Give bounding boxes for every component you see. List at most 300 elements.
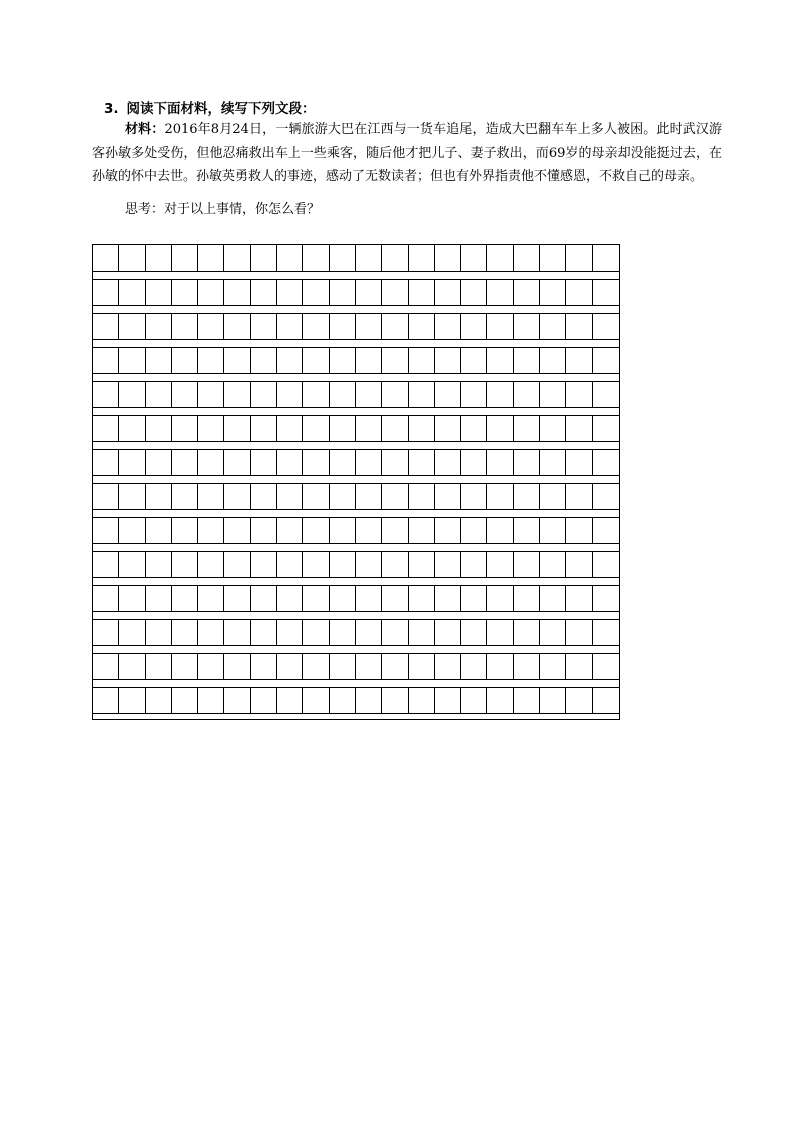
grid-cell[interactable] <box>514 313 540 340</box>
grid-cell[interactable] <box>224 551 250 578</box>
grid-cell[interactable] <box>303 483 329 510</box>
grid-cell[interactable] <box>409 687 435 714</box>
grid-cell[interactable] <box>356 619 382 646</box>
grid-cell[interactable] <box>461 381 487 408</box>
grid-cell[interactable] <box>382 687 408 714</box>
grid-cell[interactable] <box>487 279 513 306</box>
grid-cell[interactable] <box>487 619 513 646</box>
grid-cell[interactable] <box>198 279 224 306</box>
grid-cell[interactable] <box>330 381 356 408</box>
question-title <box>104 99 724 119</box>
grid-cell[interactable] <box>566 619 592 646</box>
grid-cell[interactable] <box>566 279 592 306</box>
grid-cell[interactable] <box>251 551 277 578</box>
grid-cell[interactable] <box>93 653 119 680</box>
grid-cell[interactable] <box>198 653 224 680</box>
grid-cell[interactable] <box>198 483 224 510</box>
grid-cell[interactable] <box>146 551 172 578</box>
grid-row <box>93 245 619 272</box>
grid-cell[interactable] <box>514 619 540 646</box>
grid-cell[interactable] <box>330 313 356 340</box>
grid-cell[interactable] <box>487 653 513 680</box>
grid-cell[interactable] <box>593 585 619 612</box>
grid-cell[interactable] <box>487 449 513 476</box>
grid-cell[interactable] <box>356 313 382 340</box>
grid-cell[interactable] <box>303 551 329 578</box>
grid-cell[interactable] <box>146 347 172 374</box>
grid-cell[interactable] <box>119 653 145 680</box>
grid-cell[interactable] <box>461 585 487 612</box>
grid-cell[interactable] <box>277 585 303 612</box>
grid-cell[interactable] <box>356 585 382 612</box>
grid-cell[interactable] <box>593 347 619 374</box>
grid-row <box>93 381 619 408</box>
grid-cell[interactable] <box>251 653 277 680</box>
grid-cell[interactable] <box>356 653 382 680</box>
grid-cell[interactable] <box>356 279 382 306</box>
grid-cell[interactable] <box>356 347 382 374</box>
grid-cell[interactable] <box>198 347 224 374</box>
grid-cell[interactable] <box>330 483 356 510</box>
grid-cell[interactable] <box>461 653 487 680</box>
grid-cell[interactable] <box>251 483 277 510</box>
grid-cell[interactable] <box>356 415 382 442</box>
grid-cell[interactable] <box>593 245 619 272</box>
grid-cell[interactable] <box>172 449 198 476</box>
grid-cell[interactable] <box>172 245 198 272</box>
grid-cell[interactable] <box>409 415 435 442</box>
grid-cell[interactable] <box>119 279 145 306</box>
grid-cell[interactable] <box>382 483 408 510</box>
grid-cell[interactable] <box>93 517 119 544</box>
grid-cell[interactable] <box>435 415 461 442</box>
grid-row <box>93 483 619 510</box>
grid-cell[interactable] <box>487 483 513 510</box>
grid-cell[interactable] <box>356 687 382 714</box>
grid-cell[interactable] <box>487 517 513 544</box>
grid-cell[interactable] <box>514 415 540 442</box>
grid-cell[interactable] <box>172 415 198 442</box>
question-instruction: 阅读下面材料，续写下列文段： <box>126 101 316 117</box>
grid-row <box>93 619 619 646</box>
grid-cell[interactable] <box>382 415 408 442</box>
grid-cell[interactable] <box>172 381 198 408</box>
grid-cell[interactable] <box>224 313 250 340</box>
writing-grid <box>92 244 620 720</box>
grid-cell[interactable] <box>119 449 145 476</box>
grid-cell[interactable] <box>330 245 356 272</box>
grid-cell[interactable] <box>198 381 224 408</box>
grid-cell[interactable] <box>198 517 224 544</box>
grid-cell[interactable] <box>303 347 329 374</box>
grid-row <box>93 449 619 476</box>
grid-cell[interactable] <box>277 449 303 476</box>
grid-cell[interactable] <box>566 585 592 612</box>
grid-cell[interactable] <box>303 415 329 442</box>
grid-cell[interactable] <box>224 687 250 714</box>
grid-cell[interactable] <box>303 279 329 306</box>
grid-cell[interactable] <box>146 381 172 408</box>
grid-cell[interactable] <box>593 551 619 578</box>
grid-cell[interactable] <box>514 245 540 272</box>
grid-cell[interactable] <box>198 585 224 612</box>
grid-cell[interactable] <box>435 619 461 646</box>
grid-cell[interactable] <box>566 313 592 340</box>
grid-cell[interactable] <box>461 483 487 510</box>
grid-row <box>93 279 619 306</box>
grid-cell[interactable] <box>409 381 435 408</box>
grid-cell[interactable] <box>277 347 303 374</box>
grid-cell[interactable] <box>277 687 303 714</box>
grid-cell[interactable] <box>435 687 461 714</box>
grid-cell[interactable] <box>409 483 435 510</box>
grid-cell[interactable] <box>146 279 172 306</box>
grid-cell[interactable] <box>593 687 619 714</box>
grid-cell[interactable] <box>540 245 566 272</box>
grid-cell[interactable] <box>277 381 303 408</box>
grid-cell[interactable] <box>514 517 540 544</box>
grid-cell[interactable] <box>382 245 408 272</box>
grid-cell[interactable] <box>409 347 435 374</box>
grid-cell[interactable] <box>146 653 172 680</box>
grid-cell[interactable] <box>514 381 540 408</box>
grid-cell[interactable] <box>251 347 277 374</box>
grid-cell[interactable] <box>224 415 250 442</box>
grid-cell[interactable] <box>566 483 592 510</box>
grid-cell[interactable] <box>119 517 145 544</box>
grid-cell[interactable] <box>593 483 619 510</box>
grid-cell[interactable] <box>409 653 435 680</box>
grid-cell[interactable] <box>487 415 513 442</box>
grid-cell[interactable] <box>461 279 487 306</box>
grid-cell[interactable] <box>251 687 277 714</box>
grid-cell[interactable] <box>303 381 329 408</box>
grid-cell[interactable] <box>251 517 277 544</box>
grid-row <box>93 415 619 442</box>
grid-cell[interactable] <box>277 653 303 680</box>
grid-cell[interactable] <box>224 449 250 476</box>
grid-cell[interactable] <box>461 347 487 374</box>
grid-cell[interactable] <box>198 619 224 646</box>
grid-cell[interactable] <box>224 483 250 510</box>
grid-cell[interactable] <box>93 381 119 408</box>
grid-cell[interactable] <box>435 245 461 272</box>
grid-cell[interactable] <box>435 585 461 612</box>
grid-cell[interactable] <box>251 313 277 340</box>
grid-cell[interactable] <box>382 619 408 646</box>
grid-cell[interactable] <box>540 347 566 374</box>
grid-cell[interactable] <box>356 449 382 476</box>
grid-cell[interactable] <box>330 279 356 306</box>
grid-cell[interactable] <box>224 653 250 680</box>
grid-cell[interactable] <box>224 517 250 544</box>
grid-cell[interactable] <box>487 347 513 374</box>
grid-cell[interactable] <box>409 245 435 272</box>
grid-cell[interactable] <box>514 449 540 476</box>
grid-cell[interactable] <box>172 313 198 340</box>
grid-cell[interactable] <box>172 653 198 680</box>
grid-cell[interactable] <box>566 653 592 680</box>
grid-cell[interactable] <box>566 517 592 544</box>
grid-cell[interactable] <box>303 245 329 272</box>
grid-cell[interactable] <box>251 279 277 306</box>
grid-cell[interactable] <box>461 313 487 340</box>
grid-cell[interactable] <box>93 279 119 306</box>
grid-cell[interactable] <box>93 313 119 340</box>
grid-cell[interactable] <box>119 483 145 510</box>
grid-cell[interactable] <box>593 279 619 306</box>
grid-cell[interactable] <box>566 687 592 714</box>
grid-cell[interactable] <box>146 483 172 510</box>
grid-cell[interactable] <box>461 449 487 476</box>
grid-cell[interactable] <box>172 279 198 306</box>
grid-cell[interactable] <box>93 551 119 578</box>
grid-cell[interactable] <box>356 381 382 408</box>
material-text: 2016年8月24日，一辆旅游大巴在江西与一货车追尾，造成大巴翻车车上多人被困。此时武汉游客孙敏多处受伤，但他忍痛救出车上一些乘客，随后他才把儿子、妻子救出，而69岁的母亲却没能挺过去，在孙敏的怀中去世。孙敏英勇救人的事迹，感动了无数读者；但也有外界指责他不懂感恩，不救自己的母亲。 <box>92 122 722 184</box>
grid-row <box>93 551 619 578</box>
grid-cell[interactable] <box>435 653 461 680</box>
grid-cell[interactable] <box>172 483 198 510</box>
grid-cell[interactable] <box>303 585 329 612</box>
grid-cell[interactable] <box>303 687 329 714</box>
grid-cell[interactable] <box>540 687 566 714</box>
grid-cell[interactable] <box>593 381 619 408</box>
grid-cell[interactable] <box>540 415 566 442</box>
grid-cell[interactable] <box>330 517 356 544</box>
grid-cell[interactable] <box>93 347 119 374</box>
grid-cell[interactable] <box>277 279 303 306</box>
grid-cell[interactable] <box>119 415 145 442</box>
grid-cell[interactable] <box>93 245 119 272</box>
grid-cell[interactable] <box>146 687 172 714</box>
grid-cell[interactable] <box>593 449 619 476</box>
grid-cell[interactable] <box>251 585 277 612</box>
grid-cell[interactable] <box>172 619 198 646</box>
grid-cell[interactable] <box>566 551 592 578</box>
grid-cell[interactable] <box>409 313 435 340</box>
grid-cell[interactable] <box>566 347 592 374</box>
grid-cell[interactable] <box>251 415 277 442</box>
grid-cell[interactable] <box>330 619 356 646</box>
grid-cell[interactable] <box>146 517 172 544</box>
grid-cell[interactable] <box>356 245 382 272</box>
grid-cell[interactable] <box>198 551 224 578</box>
grid-cell[interactable] <box>461 687 487 714</box>
grid-cell[interactable] <box>119 313 145 340</box>
grid-cell[interactable] <box>146 245 172 272</box>
grid-cell[interactable] <box>382 347 408 374</box>
grid-cell[interactable] <box>330 415 356 442</box>
grid-cell[interactable] <box>409 619 435 646</box>
grid-cell[interactable] <box>93 483 119 510</box>
grid-cell[interactable] <box>303 449 329 476</box>
grid-cell[interactable] <box>172 551 198 578</box>
grid-cell[interactable] <box>251 619 277 646</box>
grid-cell[interactable] <box>487 313 513 340</box>
grid-cell[interactable] <box>382 585 408 612</box>
grid-cell[interactable] <box>514 347 540 374</box>
grid-row <box>93 517 619 544</box>
grid-cell[interactable] <box>119 687 145 714</box>
grid-cell[interactable] <box>224 619 250 646</box>
grid-cell[interactable] <box>435 551 461 578</box>
grid-cell[interactable] <box>330 653 356 680</box>
grid-cell[interactable] <box>198 245 224 272</box>
grid-cell[interactable] <box>119 347 145 374</box>
grid-cell[interactable] <box>487 585 513 612</box>
grid-cell[interactable] <box>409 279 435 306</box>
grid-cell[interactable] <box>382 381 408 408</box>
grid-cell[interactable] <box>409 517 435 544</box>
grid-cell[interactable] <box>461 245 487 272</box>
material-paragraph <box>92 118 722 189</box>
grid-cell[interactable] <box>461 517 487 544</box>
grid-cell[interactable] <box>566 245 592 272</box>
grid-cell[interactable] <box>514 483 540 510</box>
grid-cell[interactable] <box>303 619 329 646</box>
grid-cell[interactable] <box>172 585 198 612</box>
grid-cell[interactable] <box>382 279 408 306</box>
grid-row <box>93 347 619 374</box>
grid-cell[interactable] <box>198 449 224 476</box>
grid-cell[interactable] <box>382 517 408 544</box>
grid-cell[interactable] <box>356 517 382 544</box>
grid-cell[interactable] <box>435 313 461 340</box>
grid-cell[interactable] <box>540 551 566 578</box>
grid-cell[interactable] <box>93 585 119 612</box>
grid-cell[interactable] <box>277 483 303 510</box>
grid-cell[interactable] <box>172 517 198 544</box>
grid-cell[interactable] <box>382 313 408 340</box>
grid-cell[interactable] <box>487 245 513 272</box>
grid-cell[interactable] <box>540 619 566 646</box>
grid-cell[interactable] <box>146 449 172 476</box>
grid-cell[interactable] <box>409 551 435 578</box>
grid-cell[interactable] <box>224 381 250 408</box>
grid-cell[interactable] <box>198 313 224 340</box>
grid-cell[interactable] <box>514 551 540 578</box>
grid-cell[interactable] <box>540 381 566 408</box>
grid-cell[interactable] <box>514 687 540 714</box>
grid-cell[interactable] <box>224 245 250 272</box>
grid-cell[interactable] <box>277 245 303 272</box>
grid-cell[interactable] <box>435 381 461 408</box>
grid-cell[interactable] <box>487 687 513 714</box>
grid-cell[interactable] <box>566 415 592 442</box>
grid-row <box>93 313 619 340</box>
grid-cell[interactable] <box>409 585 435 612</box>
grid-cell[interactable] <box>461 619 487 646</box>
grid-cell[interactable] <box>93 619 119 646</box>
grid-cell[interactable] <box>330 687 356 714</box>
grid-cell[interactable] <box>93 449 119 476</box>
grid-cell[interactable] <box>224 347 250 374</box>
grid-cell[interactable] <box>198 415 224 442</box>
grid-cell[interactable] <box>303 653 329 680</box>
grid-cell[interactable] <box>251 449 277 476</box>
grid-cell[interactable] <box>330 585 356 612</box>
grid-cell[interactable] <box>303 313 329 340</box>
grid-cell[interactable] <box>540 313 566 340</box>
grid-cell[interactable] <box>198 687 224 714</box>
grid-cell[interactable] <box>330 347 356 374</box>
grid-cell[interactable] <box>224 585 250 612</box>
grid-cell[interactable] <box>146 619 172 646</box>
grid-cell[interactable] <box>119 381 145 408</box>
grid-cell[interactable] <box>119 585 145 612</box>
grid-cell[interactable] <box>409 449 435 476</box>
grid-cell[interactable] <box>119 619 145 646</box>
grid-cell[interactable] <box>224 279 250 306</box>
grid-row <box>93 687 619 714</box>
grid-cell[interactable] <box>593 415 619 442</box>
grid-cell[interactable] <box>435 517 461 544</box>
grid-cell[interactable] <box>251 381 277 408</box>
grid-cell[interactable] <box>461 415 487 442</box>
grid-cell[interactable] <box>435 449 461 476</box>
grid-cell[interactable] <box>540 517 566 544</box>
grid-cell[interactable] <box>119 245 145 272</box>
grid-row <box>93 585 619 612</box>
grid-cell[interactable] <box>146 313 172 340</box>
grid-cell[interactable] <box>593 517 619 544</box>
grid-cell[interactable] <box>514 279 540 306</box>
grid-cell[interactable] <box>277 517 303 544</box>
grid-cell[interactable] <box>382 551 408 578</box>
grid-cell[interactable] <box>566 449 592 476</box>
grid-cell[interactable] <box>514 585 540 612</box>
grid-cell[interactable] <box>593 619 619 646</box>
grid-cell[interactable] <box>356 551 382 578</box>
grid-cell[interactable] <box>277 415 303 442</box>
grid-cell[interactable] <box>540 653 566 680</box>
thinking-prompt: 思考：对于以上事情，你怎么看？ <box>125 202 321 217</box>
grid-cell[interactable] <box>593 653 619 680</box>
grid-cell[interactable] <box>540 449 566 476</box>
grid-cell[interactable] <box>356 483 382 510</box>
grid-cell[interactable] <box>277 619 303 646</box>
grid-cell[interactable] <box>330 449 356 476</box>
grid-cell[interactable] <box>487 551 513 578</box>
grid-cell[interactable] <box>435 279 461 306</box>
grid-cell[interactable] <box>540 585 566 612</box>
grid-cell[interactable] <box>566 381 592 408</box>
grid-cell[interactable] <box>593 313 619 340</box>
grid-cell[interactable] <box>119 551 145 578</box>
grid-cell[interactable] <box>435 347 461 374</box>
grid-cell[interactable] <box>146 585 172 612</box>
grid-cell[interactable] <box>382 449 408 476</box>
grid-cell[interactable] <box>93 687 119 714</box>
grid-cell[interactable] <box>251 245 277 272</box>
grid-cell[interactable] <box>330 551 356 578</box>
grid-cell[interactable] <box>461 551 487 578</box>
question-number: 3. <box>104 101 119 117</box>
grid-cell[interactable] <box>540 279 566 306</box>
grid-cell[interactable] <box>303 517 329 544</box>
grid-cell[interactable] <box>172 687 198 714</box>
grid-cell[interactable] <box>277 313 303 340</box>
grid-cell[interactable] <box>277 551 303 578</box>
grid-cell[interactable] <box>540 483 566 510</box>
grid-cell[interactable] <box>93 415 119 442</box>
grid-cell[interactable] <box>146 415 172 442</box>
grid-cell[interactable] <box>514 653 540 680</box>
grid-cell[interactable] <box>435 483 461 510</box>
grid-cell[interactable] <box>172 347 198 374</box>
grid-cell[interactable] <box>382 653 408 680</box>
grid-cell[interactable] <box>487 381 513 408</box>
